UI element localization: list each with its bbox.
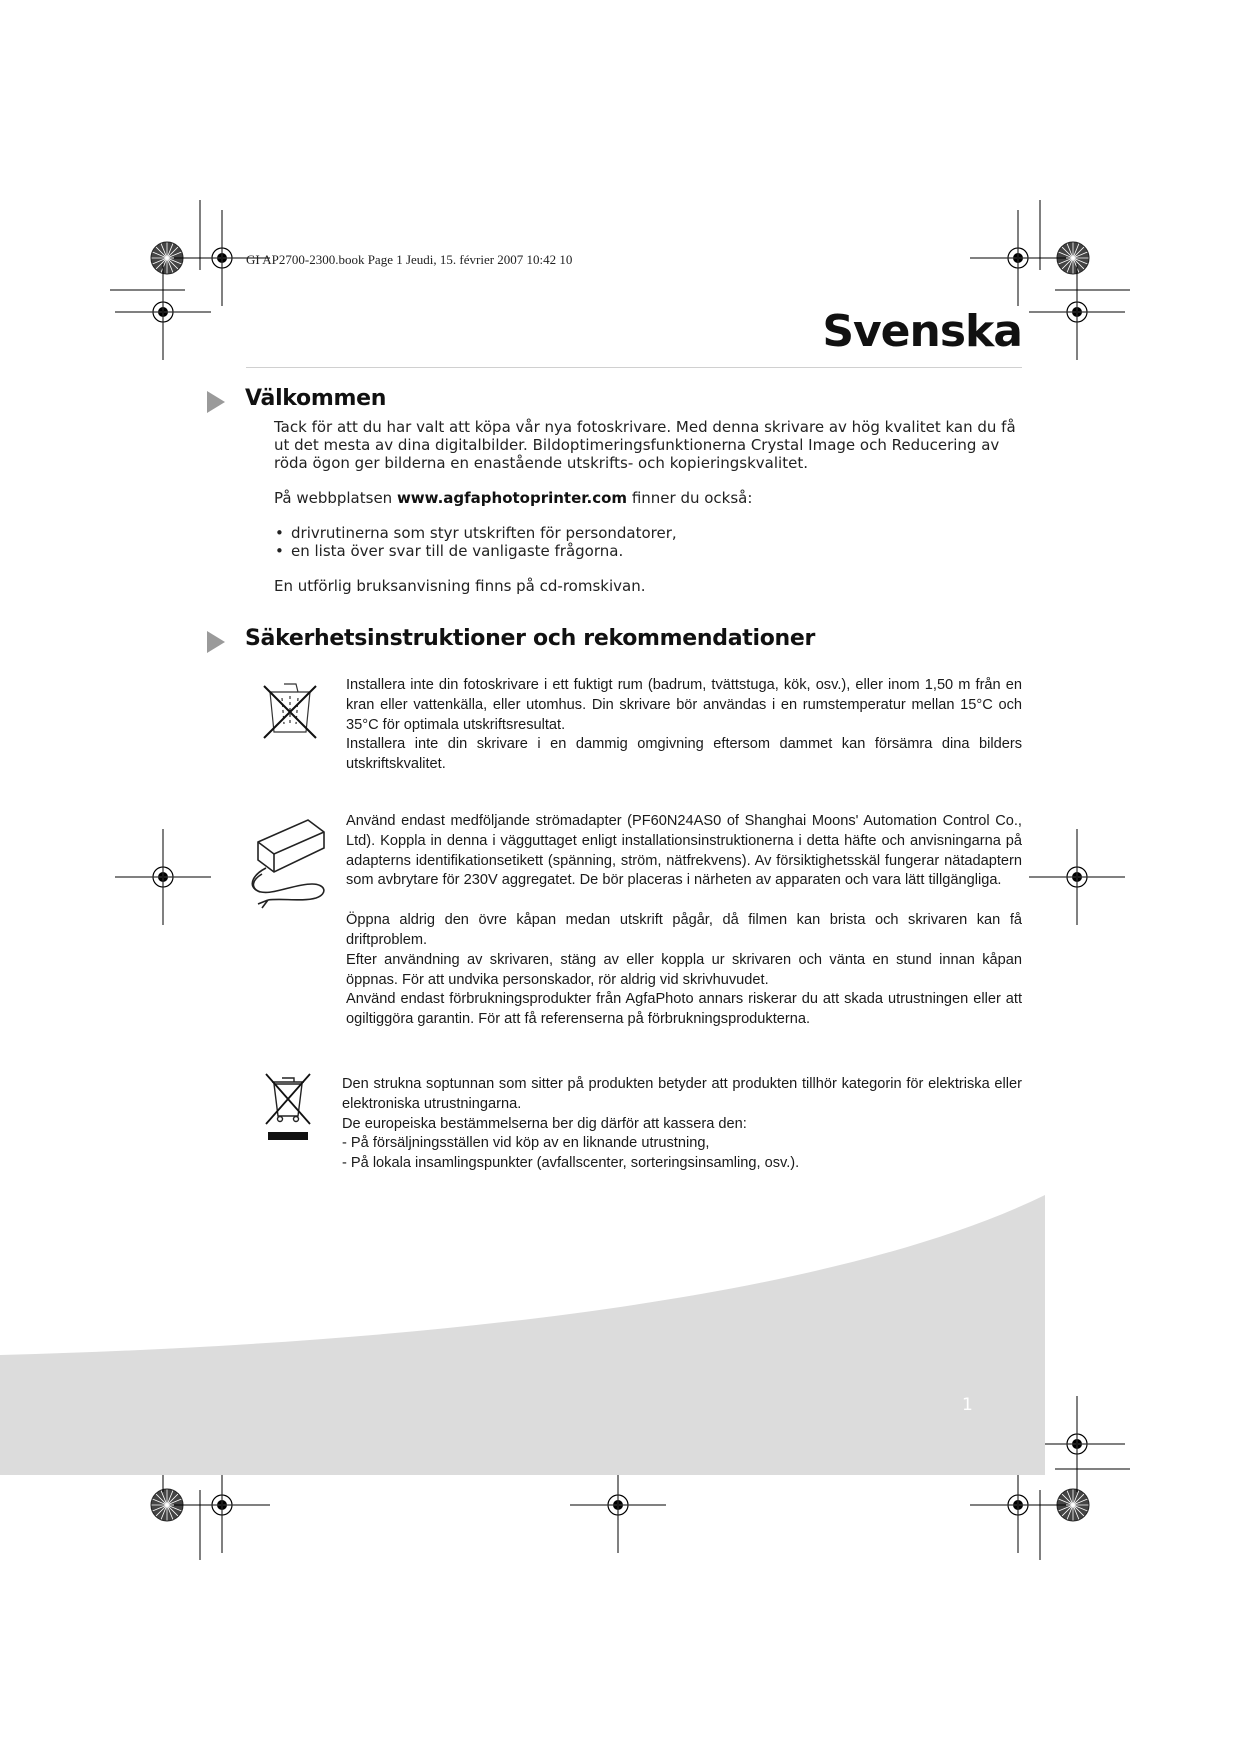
registration-mark-icon <box>115 264 211 360</box>
disposal-instructions <box>342 1075 1022 1174</box>
crossed-bin-icon <box>262 1072 314 1144</box>
welcome-heading: Välkommen <box>245 386 387 411</box>
instruction-paragraph: Öppna aldrig den övre kåpan medan utskrift pågår, då filmen kan brista och skrivaren kan få driftproblem. <box>346 912 1022 948</box>
power-adapter-icon <box>242 812 334 912</box>
safety-heading: Säkerhetsinstruktioner och rekommendationer <box>245 626 816 651</box>
instruction-paragraph: Använd endast förbrukningsprodukter från AgfaPhoto annars riskerar du att skada utrustningen eller att ogiltiggöra garantin. För att få referenserna på förbrukningsprodukterna. <box>346 991 1022 1028</box>
power-instructions <box>346 812 1022 1030</box>
title-divider <box>246 367 1022 368</box>
welcome-content <box>274 418 1024 595</box>
website-prefix: På webbplatsen <box>274 489 397 507</box>
page-number: 1 <box>962 1395 973 1415</box>
humidity-instructions <box>346 676 1022 775</box>
website-link[interactable]: www.agfaphotoprinter.com <box>396 489 628 507</box>
print-info-header: GI AP2700-2300.book Page 1 Jeudi, 15. février 2007 10:42 10 <box>246 252 573 267</box>
website-suffix: finner du också: <box>627 489 753 507</box>
instruction-paragraph: Installera inte din fotoskrivare i ett fuktigt rum (badrum, tvättstuga, kök, osv.), eller inom 1,50 m från en kran eller vattenkälla, eller utomhus. Din skrivare bör användas i en rumstemperatur mellan 15°C och 35°C för optimala utskriftsresultat. <box>346 677 1022 733</box>
website-line <box>274 489 1024 507</box>
list-item: • drivrutinerna som styr utskriften för persondatorer, <box>274 524 1024 542</box>
instruction-paragraph: Använd endast medföljande strömadapter (PF60N24AS0 of Shanghai Moons' Automation Control Co., Ltd). Koppla in denna i vägguttaget enligt installationsinstruktionerna i detta häfte och anvisningarna på adapterns identifikationsetikett (spänning, ström, nätfrekvens). Av försiktighetsskäl fungerar nätadaptern som avbrytare för 230V aggregatet. De bör placeras i närheten av apparaten och vara lätt tillgängliga. <box>346 813 1022 889</box>
page-title: Svenska <box>822 306 1022 357</box>
registration-mark-icon <box>115 829 211 925</box>
instruction-paragraph: Installera inte din skrivare i en dammig omgivning eftersom dammet kan försämra dina bilders utskriftskvalitet. <box>346 736 1022 773</box>
instruction-paragraph: - På lokala insamlingspunkter (avfallscenter, sorteringsinsamling, osv.). <box>342 1155 800 1172</box>
section-arrow-icon <box>207 631 225 653</box>
instruction-paragraph: De europeiska bestämmelserna ber dig därför att kassera den: <box>342 1115 747 1132</box>
registration-mark-icon <box>1029 264 1125 360</box>
instruction-paragraph: Den strukna soptunnan som sitter på produkten betyder att produkten tillhör kategorin för elektriska eller elektroniska utrustningarna. <box>342 1076 1022 1112</box>
no-water-icon <box>262 680 318 740</box>
registration-mark-icon <box>970 210 1066 306</box>
instruction-paragraph: Efter användning av skrivaren, stäng av eller koppla ur skrivaren och vänta en stund innan kåpan öppnas. För att undvika personskador, rör aldrig vid skrivhuvudet. <box>346 951 1022 988</box>
welcome-paragraph: Tack för att du har valt att köpa vår nya fotoskrivare. Med denna skrivare av hög kvalitet kan du få ut det mesta av dina digitalbilder. Bildoptimeringsfunktionerna Crystal Image och Reducering av röda ögon ger bilderna en enastående utskrifts- och kopieringskvalitet. <box>274 418 1016 472</box>
list-item: • en lista över svar till de vanligaste frågorna. <box>274 542 1024 560</box>
instruction-paragraph: - På försäljningsställen vid köp av en liknande utrustning, <box>342 1135 710 1152</box>
decorative-wave <box>0 1195 1240 1475</box>
manual-note: En utförlig bruksanvisning finns på cd-romskivan. <box>274 577 646 595</box>
registration-mark-icon <box>1029 829 1125 925</box>
section-arrow-icon <box>207 391 225 413</box>
